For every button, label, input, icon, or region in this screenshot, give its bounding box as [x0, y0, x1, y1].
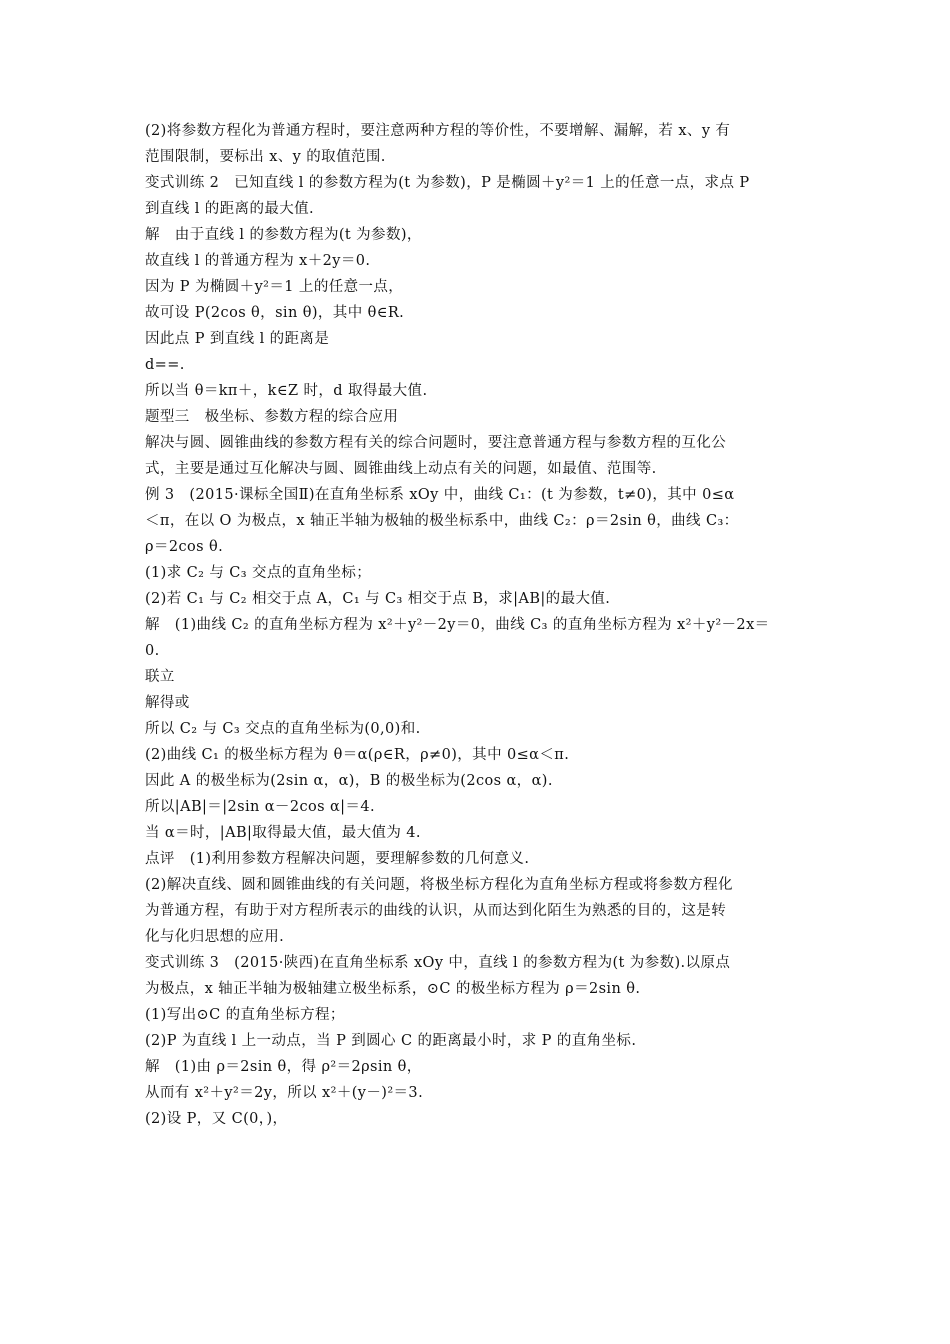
text-line: 所以当 θ＝kπ＋，k∈Z 时，d 取得最大值. — [145, 383, 428, 399]
text-line: 变式训练 2 已知直线 l 的参数方程为(t 为参数)，P 是椭圆＋y²＝1 上的任意一点，求点 P — [145, 175, 750, 191]
text-line: 因此 A 的极坐标为(2sin α，α)，B 的极坐标为(2cos α，α). — [145, 773, 553, 789]
text-line: d==. — [145, 357, 185, 373]
text-line: 0. — [145, 643, 160, 659]
text-line: (2)曲线 C₁ 的极坐标方程为 θ＝α(ρ∈R，ρ≠0)，其中 0≤α＜π. — [145, 747, 570, 763]
text-line: 从而有 x²＋y²＝2y，所以 x²＋(y－)²＝3. — [145, 1085, 424, 1101]
text-line: 联立 — [145, 669, 175, 685]
text-line: 因此点 P 到直线 l 的距离是 — [145, 331, 330, 347]
text-line: ＜π，在以 O 为极点，x 轴正半轴为极轴的极坐标系中，曲线 C₂：ρ＝2sin θ，曲线 C₃： — [145, 513, 739, 529]
section-heading: 题型三 极坐标、参数方程的综合应用 — [145, 409, 399, 425]
text-line: 解 (1)由 ρ＝2sin θ，得 ρ²＝2ρsin θ， — [145, 1059, 422, 1075]
text-line: (2)设 P，又 C(0，)， — [145, 1111, 288, 1127]
text-line: 到直线 l 的距离的最大值. — [145, 201, 315, 217]
text-line: (2)P 为直线 l 上一动点，当 P 到圆心 C 的距离最小时，求 P 的直角坐标. — [145, 1033, 637, 1049]
text-line: 当 α＝时，|AB|取得最大值，最大值为 4. — [145, 825, 421, 841]
text-line: 故可设 P(2cos θ，sin θ)，其中 θ∈R. — [145, 305, 405, 321]
text-line: (2)解决直线、圆和圆锥曲线的有关问题，将极坐标方程化为直角坐标方程或将参数方程化 — [145, 877, 733, 893]
text-line: 范围限制，要标出 x、y 的取值范围. — [145, 149, 386, 165]
text-line: 为极点，x 轴正半轴为极轴建立极坐标系，⊙C 的极坐标方程为 ρ＝2sin θ. — [145, 981, 641, 997]
document-body — [145, 118, 810, 1132]
text-line: 变式训练 3 (2015·陕西)在直角坐标系 xOy 中，直线 l 的参数方程为(t 为参数).以原点 — [145, 955, 731, 971]
text-line: 解决与圆、圆锥曲线的参数方程有关的综合问题时，要注意普通方程与参数方程的互化公 — [145, 435, 727, 451]
text-line: 故直线 l 的普通方程为 x＋2y＝0. — [145, 253, 371, 269]
text-line: 解 由于直线 l 的参数方程为(t 为参数)， — [145, 227, 422, 243]
text-line: (1)求 C₂ 与 C₃ 交点的直角坐标； — [145, 565, 372, 581]
text-line: 因为 P 为椭圆＋y²＝1 上的任意一点， — [145, 279, 404, 295]
text-line: (1)写出⊙C 的直角坐标方程； — [145, 1007, 345, 1023]
text-line: 例 3 (2015·课标全国Ⅱ)在直角坐标系 xOy 中，曲线 C₁：(t 为参数，t≠0)，其中 0≤α — [145, 487, 735, 503]
text-line: 解得或 — [145, 695, 190, 711]
text-line: (2)若 C₁ 与 C₂ 相交于点 A，C₁ 与 C₃ 相交于点 B，求|AB|的最大值. — [145, 591, 611, 607]
text-line: 解 (1)曲线 C₂ 的直角坐标方程为 x²＋y²－2y＝0，曲线 C₃ 的直角坐标方程为 x²＋y²－2x＝ — [145, 617, 770, 633]
text-line: 式，主要是通过互化解决与圆、圆锥曲线上动点有关的问题，如最值、范围等. — [145, 461, 657, 477]
text-line: 所以 C₂ 与 C₃ 交点的直角坐标为(0,0)和. — [145, 721, 421, 737]
text-line: 点评 (1)利用参数方程解决问题，要理解参数的几何意义. — [145, 851, 530, 867]
text-line: (2)将参数方程化为普通方程时，要注意两种方程的等价性，不要增解、漏解，若 x、y 有 — [145, 123, 731, 139]
text-line: 为普通方程，有助于对方程所表示的曲线的认识，从而达到化陌生为熟悉的目的，这是转 — [145, 903, 727, 919]
text-line: 所以|AB|＝|2sin α－2cos α|＝4. — [145, 799, 375, 815]
text-line: ρ＝2cos θ. — [145, 539, 224, 555]
text-line: 化与化归思想的应用. — [145, 929, 285, 945]
